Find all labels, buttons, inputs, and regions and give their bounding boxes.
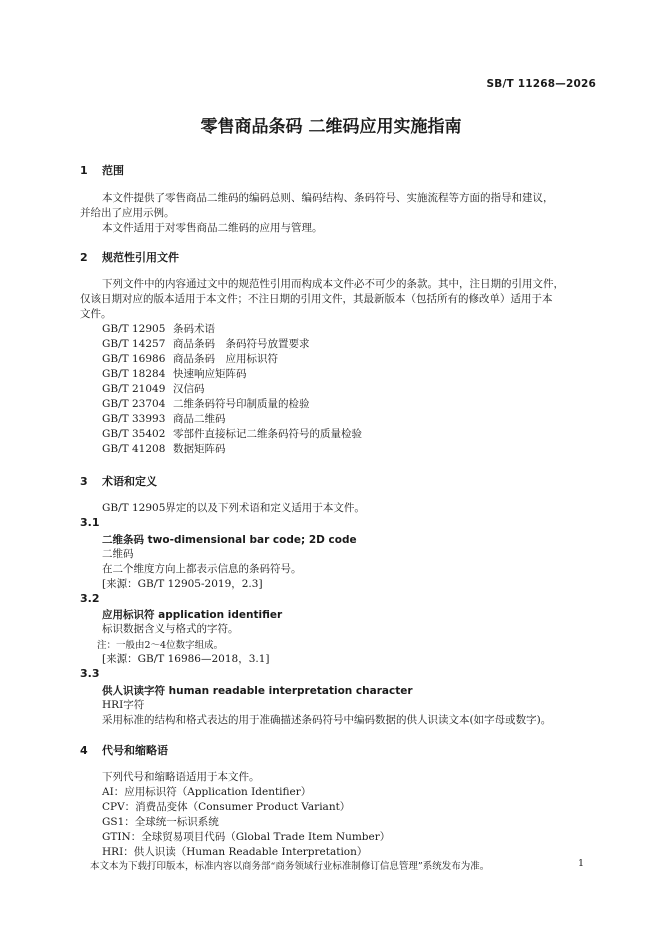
reference-item: GB/T 18284 快速响应矩阵码 [102, 368, 247, 380]
paragraph-line: 下列文件中的内容通过文中的规范性引用而构成本文件必不可少的条款。其中，注日期的引用文件， [102, 278, 564, 290]
section-4-heading [80, 742, 168, 758]
section-title: 范围 [102, 164, 124, 177]
page-number: 1 [578, 858, 585, 869]
term-source: [来源：GB/T 12905-2019，2.3] [102, 578, 263, 590]
section-1-heading [80, 162, 124, 178]
paragraph-line: 仅该日期对应的版本适用于本文件；不注日期的引用文件，其最新版本（包括所有的修改单）适用于本 [80, 293, 553, 305]
paragraph: GB/T 12905界定的以及下列术语和定义适用于本文件。 [102, 502, 365, 514]
term-source: [来源：GB/T 16986—2018，3.1] [102, 653, 270, 665]
paragraph-line: 并给出了应用示例。 [80, 207, 175, 219]
reference-item: GB/T 35402 零部件直接标记二维条码符号的质量检验 [102, 428, 362, 440]
reference-item: GB/T 12905 条码术语 [102, 323, 215, 335]
reference-item: GB/T 14257 商品条码 条码符号放置要求 [102, 338, 310, 350]
reference-item: GB/T 23704 二维条码符号印制质量的检验 [102, 398, 310, 410]
term-alternative: 二维码 [102, 548, 134, 560]
term-number: 3.2 [80, 592, 100, 605]
section-number: 4 [80, 744, 88, 757]
paragraph: 本文件适用于对零售商品二维码的应用与管理。 [102, 222, 323, 234]
paragraph-line: 本文件提供了零售商品二维码的编码总则、编码结构、条码符号、实施流程等方面的指导和建议， [102, 192, 554, 204]
term-title: 应用标识符 application identifier [102, 609, 283, 621]
section-title: 代号和缩略语 [102, 744, 168, 757]
term-alternative: HRI字符 [102, 699, 145, 711]
term-definition: 标识数据含义与格式的字符。 [102, 623, 239, 635]
term-note: 注：一般由2～4位数字组成。 [97, 640, 224, 651]
section-3-heading [80, 473, 157, 489]
abbreviation-item: HRI：供人识读（Human Readable Interpretation） [102, 846, 368, 858]
abbreviation-item: GTIN：全球贸易项目代码（Global Trade Item Number） [102, 831, 391, 843]
reference-item: GB/T 21049 汉信码 [102, 383, 205, 395]
paragraph-line: 文件。 [80, 308, 112, 320]
term-number: 3.1 [80, 516, 100, 529]
section-number: 3 [80, 475, 88, 488]
abbreviation-item: GS1：全球统一标识系统 [102, 816, 219, 828]
abbreviation-item: CPV：消费品变体（Consumer Product Variant） [102, 801, 351, 813]
term-title: 二维条码 two-dimensional bar code; 2D code [102, 534, 357, 546]
reference-item: GB/T 41208 数据矩阵码 [102, 443, 226, 455]
term-definition: 在二个维度方向上都表示信息的条码符号。 [102, 563, 302, 575]
footer-notice: 本文本为下载打印版本，标准内容以商务部“商务领域行业标准制修订信息管理”系统发布为准。 [90, 861, 490, 872]
section-number: 2 [80, 251, 88, 264]
reference-item: GB/T 33993 商品二维码 [102, 413, 226, 425]
term-number: 3.3 [80, 667, 100, 680]
paragraph: 下列代号和缩略语适用于本文件。 [102, 771, 260, 783]
section-title: 术语和定义 [102, 475, 157, 488]
section-2-heading [80, 249, 179, 265]
term-definition: 采用标准的结构和格式表达的用于准确描述条码符号中编码数据的供人识读文本(如字母或数字)。 [102, 714, 552, 726]
reference-item: GB/T 16986 商品条码 应用标识符 [102, 353, 278, 365]
section-title: 规范性引用文件 [102, 251, 179, 264]
document-title: 零售商品条码 二维码应用实施指南 [200, 117, 462, 137]
abbreviation-item: AI：应用标识符（Application Identifier） [102, 786, 312, 798]
standard-code: SB/T 11268—2026 [486, 78, 596, 90]
term-title: 供人识读字符 human readable interpretation character [102, 685, 413, 697]
section-number: 1 [80, 164, 88, 177]
